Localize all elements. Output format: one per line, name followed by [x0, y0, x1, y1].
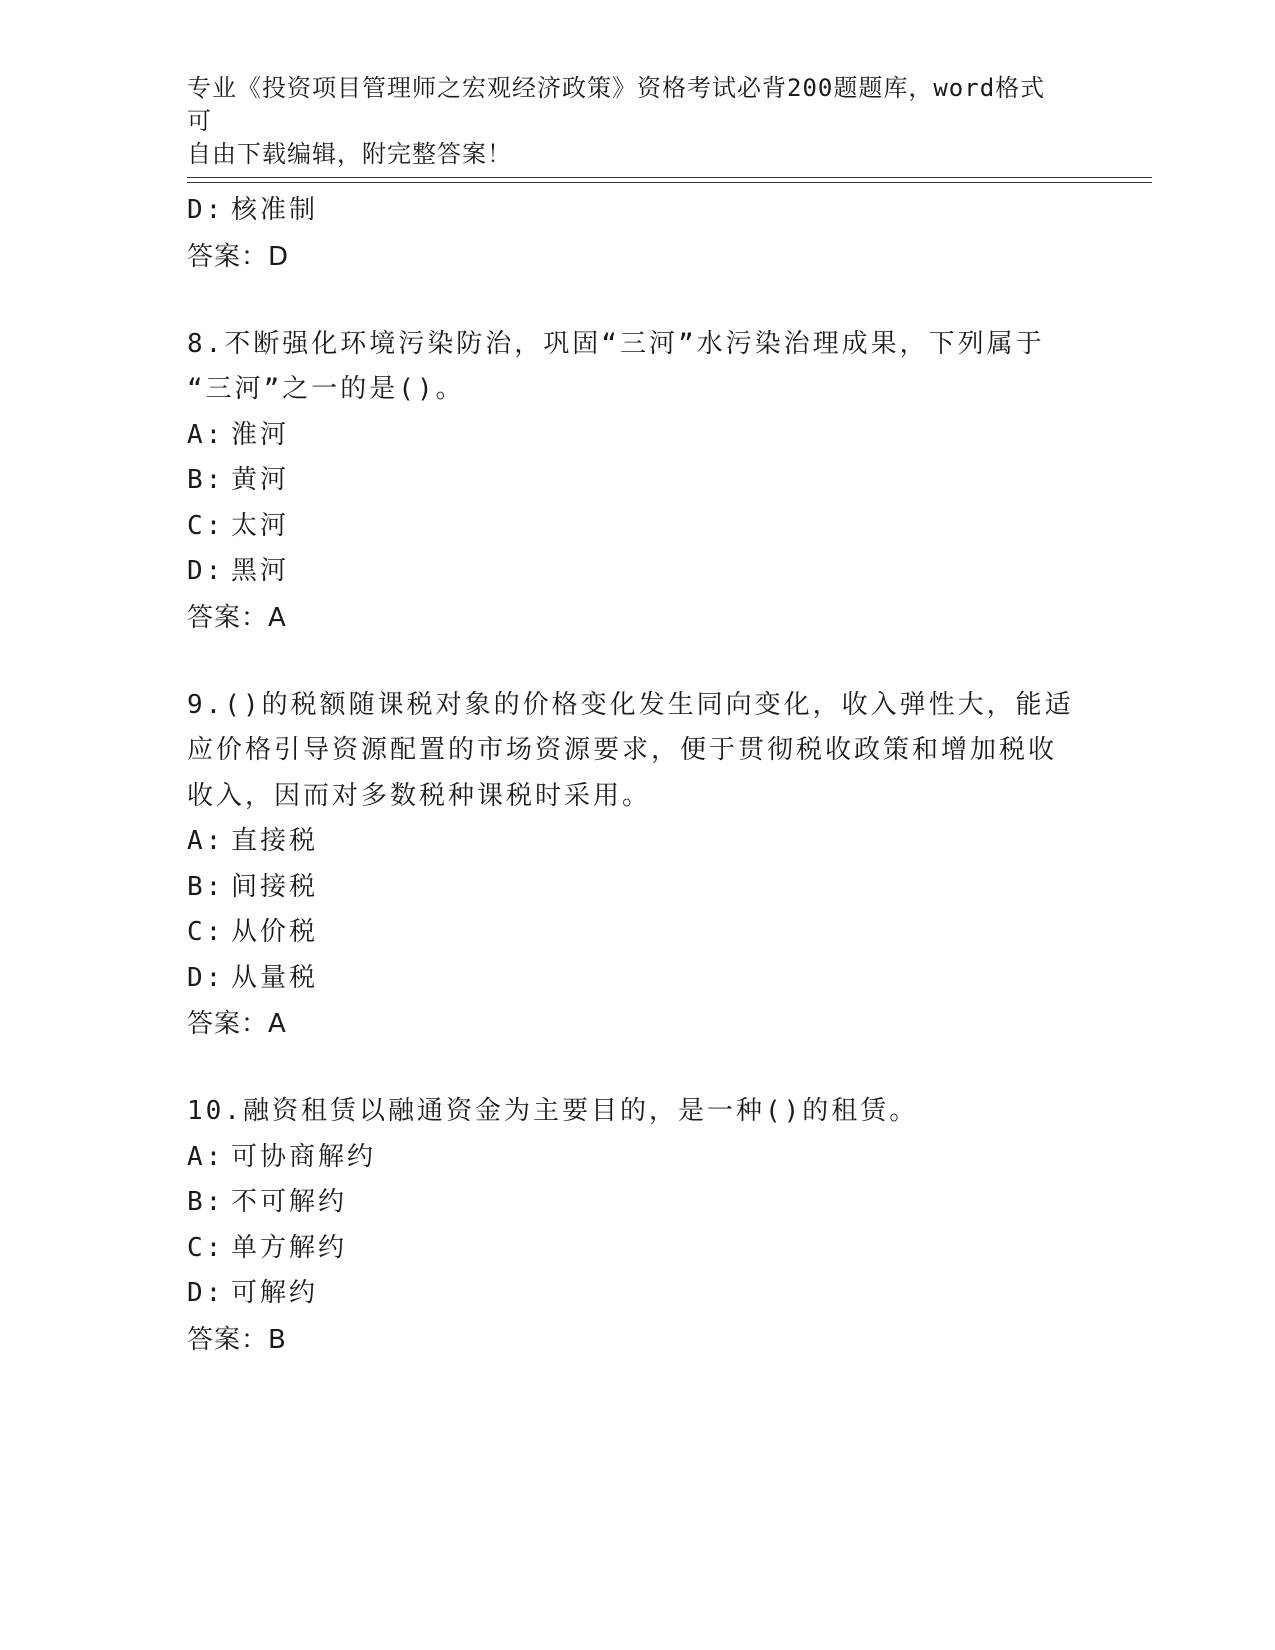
document-header — [187, 72, 1067, 171]
option-text: 不可解约 — [231, 1187, 348, 1217]
option-d — [187, 549, 1087, 595]
option-key: D: — [187, 556, 225, 586]
option-key: B: — [187, 871, 225, 902]
option-text: 黄河 — [231, 465, 290, 495]
option-text: 黑河 — [231, 556, 290, 586]
question-9 — [187, 683, 1087, 1048]
option-a — [187, 413, 1087, 459]
option-d — [187, 956, 1087, 1002]
question-stem-line: 10.融资租赁以融通资金为主要目的，是一种()的租赁。 — [187, 1096, 919, 1126]
header-rule-top — [187, 177, 1152, 178]
answer-line: 答案：B — [187, 1324, 287, 1355]
option-text: 直接税 — [231, 826, 319, 856]
option-key: C: — [187, 510, 225, 541]
answer-line: 答案：A — [187, 602, 287, 633]
option-key: D: — [187, 195, 225, 225]
option-text: 从价税 — [231, 917, 319, 947]
option-text: 从量税 — [231, 962, 319, 993]
question-8 — [187, 322, 1087, 641]
option-text: 单方解约 — [231, 1232, 348, 1263]
option-c — [187, 1226, 1087, 1272]
option-text: 淮河 — [231, 419, 290, 450]
option-key: B: — [187, 1187, 225, 1217]
option-text: 间接税 — [231, 871, 319, 902]
option-key: C: — [187, 1232, 225, 1263]
option-key: D: — [187, 1278, 225, 1308]
answer-line: 答案：A — [187, 1009, 287, 1039]
question-stem-line: 收入，因而对多数税种课税时采用。 — [187, 780, 652, 811]
header-rule-bottom — [187, 182, 1152, 183]
option-key: A: — [187, 826, 225, 856]
header-line-2: 自由下载编辑，附完整答案！ — [187, 140, 512, 168]
question-stem-line: “三河”之一的是()。 — [187, 374, 465, 404]
option-b — [187, 458, 1087, 504]
option-key: D: — [187, 962, 225, 993]
option-c — [187, 910, 1087, 956]
question-stem-line: 9.()的税额随课税对象的价格变化发生同向变化，收入弹性大，能适 — [187, 689, 1074, 720]
carryover-option-d — [187, 188, 1087, 234]
question-content — [187, 188, 1087, 1363]
option-c — [187, 504, 1087, 550]
option-key: A: — [187, 419, 225, 450]
option-text: 核准制 — [231, 195, 319, 225]
option-a — [187, 819, 1087, 865]
option-b — [187, 1180, 1087, 1226]
question-10 — [187, 1089, 1087, 1363]
header-line-1: 专业《投资项目管理师之宏观经济政策》资格考试必背200题题库，word格式可 — [187, 74, 1046, 135]
option-b — [187, 865, 1087, 911]
option-text: 可解约 — [231, 1278, 319, 1308]
option-text: 可协商解约 — [231, 1141, 377, 1172]
question-stem-line: 应价格引导资源配置的市场资源要求，便于贯彻税收政策和增加税收 — [187, 735, 1058, 765]
option-a — [187, 1135, 1087, 1181]
question-stem-line: 8.不断强化环境污染防治，巩固“三河”水污染治理成果，下列属于 — [187, 328, 1045, 359]
option-text: 太河 — [231, 510, 290, 541]
option-key: B: — [187, 465, 225, 495]
option-key: A: — [187, 1141, 225, 1172]
option-d — [187, 1271, 1087, 1317]
carryover-answer: 答案：D — [187, 241, 290, 272]
option-key: C: — [187, 917, 225, 947]
